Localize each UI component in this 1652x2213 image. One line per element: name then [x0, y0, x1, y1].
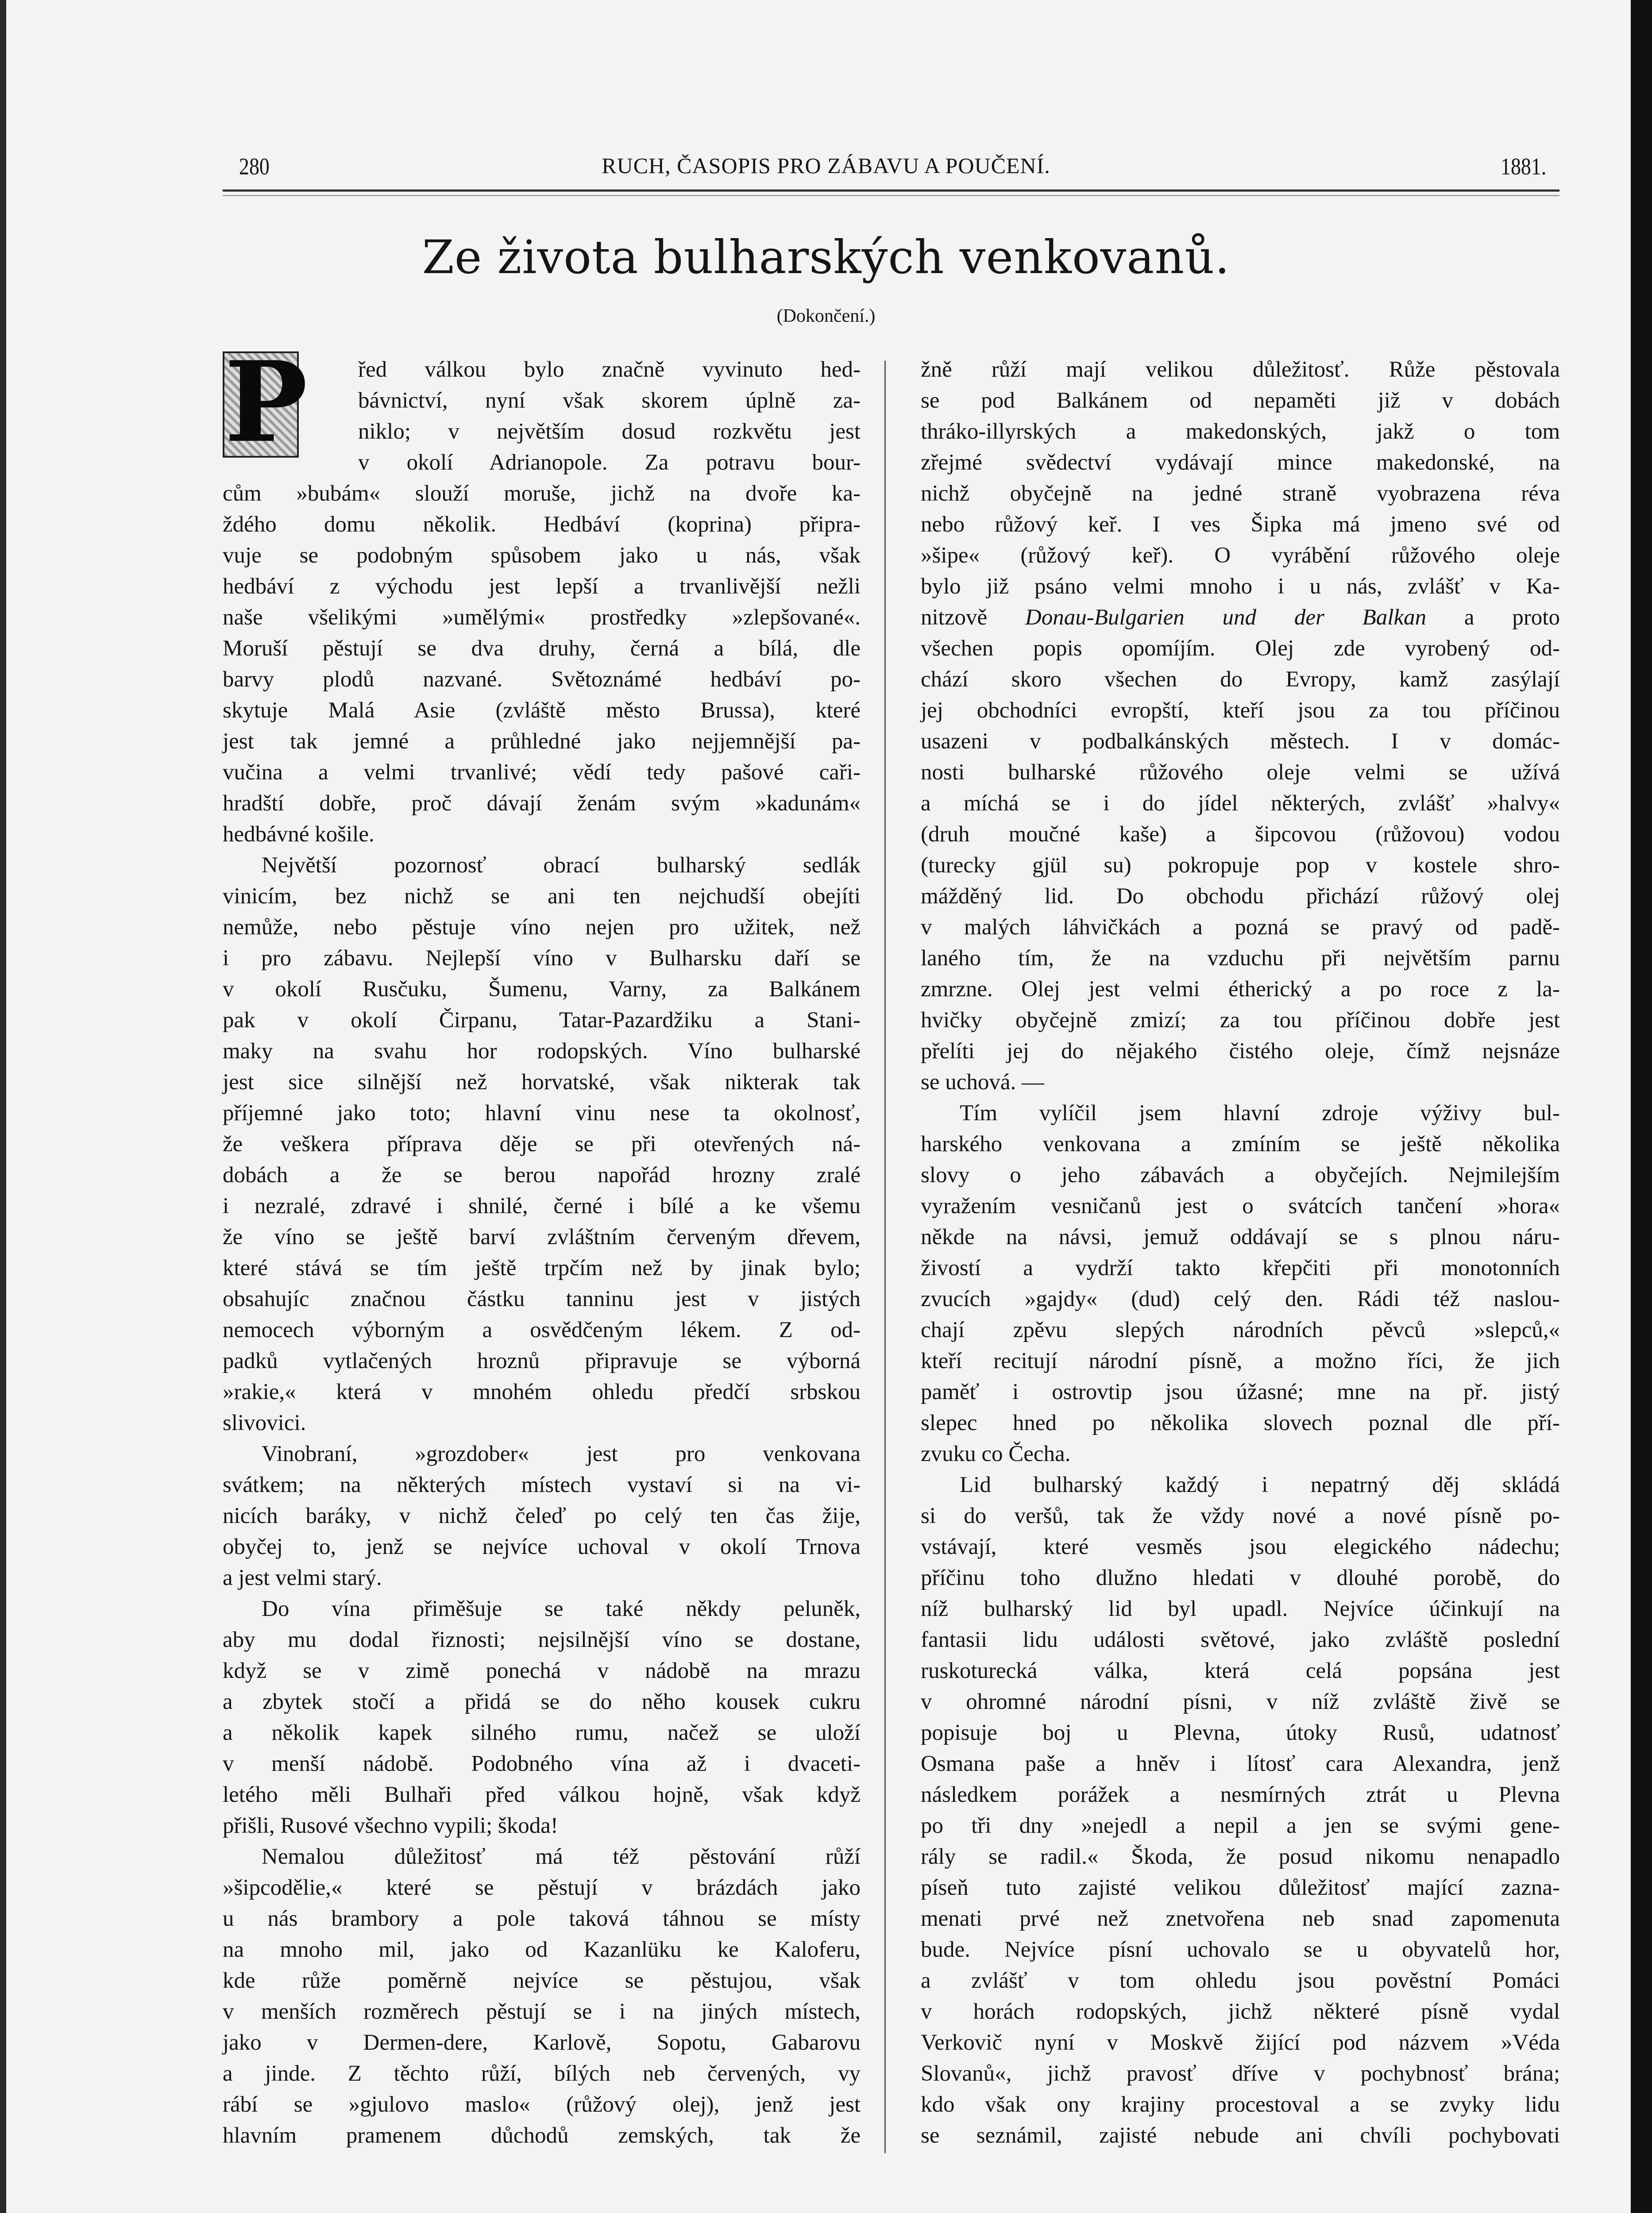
text-line: píseň tuto zajisté velikou důležitosť mající zazna- — [921, 1875, 1560, 1900]
text-line: bude. Nejvíce písní uchovalo se u obyvatelů hor, — [921, 1937, 1560, 1962]
text-line: Osmana paše a hněv i lítosť cara Alexandra, jenž — [921, 1751, 1560, 1776]
text-line: i nezralé, zdravé i shnilé, černé i bílé a ke všemu — [223, 1194, 861, 1218]
text-line: když se v zimě ponechá v nádobě na mrazu — [223, 1658, 861, 1683]
text-line: (turecky gjül su) pokropuje pop v kostele shro- — [921, 853, 1560, 878]
text-line: Do vína přiměšuje se také někdy peluněk, — [262, 1596, 861, 1621]
text-line: po tři dny »nejedl a nepil a jen se svými gene- — [921, 1813, 1560, 1838]
text-line: v menší nádobě. Podobného vína až i dvaceti- — [223, 1751, 861, 1776]
book-title-italic: Donau-Bulgarien und der Balkan — [1025, 605, 1427, 630]
text-line: naše všelikými »umělými« prostředky »zlepšované«. — [223, 605, 861, 630]
text-line: »šipe« (růžový keř). O vyrábění růžového oleje — [921, 543, 1560, 568]
text-line: nicích baráky, v nichž čeleď po celý ten čas žije, — [223, 1504, 861, 1528]
text-line: Tím vylíčil jsem hlavní zdroje výživy bul- — [960, 1101, 1560, 1126]
text-line: chají zpěvu slepých národních pěvců »slepců,« — [921, 1318, 1560, 1342]
text-line: zřejmé svědectví vydávají mince makedonské, na — [921, 450, 1560, 475]
text-line: a míchá se i do jídel některých, zvlášť »halvy« — [921, 791, 1560, 816]
text-line: někde na návsi, jemuž oddávají se s plnou náru- — [921, 1225, 1560, 1249]
text-line: si do veršů, tak že vždy nové a nové písně po- — [921, 1504, 1560, 1528]
text-line: nemocech výborným a osvědčeným lékem. Z od- — [223, 1318, 861, 1342]
text-line: se uchová. — — [921, 1070, 1045, 1095]
text-line: slepec hned po několika slovech poznal dle pří- — [921, 1411, 1560, 1435]
text-line: v okolí Adrianopole. Za potravu bour- — [358, 450, 861, 475]
text-line: (druh moučné kaše) a šipcovou (růžovou) vodou — [921, 822, 1560, 847]
text-line: řed válkou bylo značně vyvinuto hed- — [358, 357, 861, 382]
text-line: vyražením vesničanů jest o svátcích tančení »hora« — [921, 1194, 1560, 1218]
text-line: zmrzne. Olej jest velmi étherický a po roce z la- — [921, 977, 1560, 1002]
text-line: Moruší pěstují se dva druhy, černá a bílá, dle — [223, 636, 861, 661]
text-line: cům »bubám« slouží moruše, jichž na dvoře ka- — [223, 481, 861, 506]
text-line: vinicím, bez nichž se ani ten nejchudší obejíti — [223, 884, 861, 909]
text-line: »rakie,« která v mnohém ohledu předčí srbskou — [223, 1380, 861, 1404]
text-line: níž bulharský lid byl upadl. Nejvíce účinkují na — [921, 1596, 1560, 1621]
text-line: a několik kapek silného rumu, načež se uloží — [223, 1720, 861, 1745]
text-line: bylo již psáno velmi mnoho i u nás, zvlášť v Ka- — [921, 574, 1560, 599]
page-number: 280 — [239, 153, 270, 180]
text-line: letého měli Bulhaři před válkou hojně, však když — [223, 1782, 861, 1807]
text-line: jest sice silnější než horvatské, však nikterak tak — [223, 1070, 861, 1095]
running-title: RUCH, ČASOPIS PRO ZÁBAVU A POUČENÍ. — [602, 153, 1050, 178]
text-line: laného tím, že na vzduchu při největším parnu — [921, 946, 1560, 971]
text-line: skytuje Malá Asie (zvláště město Brussa), které — [223, 698, 861, 723]
text-line: nemůže, nebo pěstuje víno nejen pro užitek, než — [223, 915, 861, 940]
text-line: padků vytlačených hroznů připravuje se výborná — [223, 1349, 861, 1373]
text-line: hlavním pramenem důchodů zemských, tak že — [223, 2123, 861, 2148]
text-line: se seznámil, zajisté nebude ani chvíli pochybovati — [921, 2123, 1560, 2148]
text-line: mážděný lid. Do obchodu přichází růžový olej — [921, 884, 1560, 909]
text-line: niklo; v největším dosud rozkvětu jest — [358, 419, 861, 444]
header-rule — [223, 189, 1559, 192]
text-line: ždého domu několik. Hedbáví (koprina) připra- — [223, 512, 861, 537]
text-line: fantasii lidu události světové, jako zvláště poslední — [921, 1627, 1560, 1652]
text-line: a zvlášť v tom ohledu jsou pověstní Pomáci — [921, 1968, 1560, 1993]
text-line: Vinobraní, »grozdober« jest pro venkovana — [262, 1442, 861, 1466]
text-line: rály se radil.« Škoda, že posud nikomu nenapadlo — [921, 1844, 1560, 1869]
header-rule-thin — [223, 195, 1559, 196]
right-column — [921, 354, 1560, 2151]
text-line: přišli, Rusové všechno vypili; škoda! — [223, 1813, 558, 1838]
text-line: žně růží mají velikou důležitosť. Růže pěstovala — [921, 357, 1560, 382]
text-line: v okolí Rusčuku, Šumenu, Varny, za Balkánem — [223, 977, 861, 1002]
text-line: v malých láhvičkách a pozná se pravý od padě- — [921, 915, 1560, 940]
text-line: nebo růžový keř. I ves Šipka má jmeno své od — [921, 512, 1560, 537]
scan-edge-right — [1631, 0, 1652, 2213]
text-line: přelíti jej do nějakého čistého oleje, čímž nejsnáze — [921, 1039, 1560, 1064]
text-line: popisuje boj u Plevna, útoky Rusů, udatnosť — [921, 1720, 1560, 1745]
text-line: barvy plodů nazvané. Světoznámé hedbáví po- — [223, 667, 861, 692]
text-line: se pod Balkánem od nepaměti již v dobách — [921, 388, 1560, 413]
text-line: v ohromné národní písni, v níž zvláště živě se — [921, 1689, 1560, 1714]
text-line: a jinde. Z těchto růží, bílých neb červených, vy — [223, 2061, 861, 2086]
text-line: dobách a že se berou napořád hrozny zralé — [223, 1163, 861, 1187]
scan-edge-left — [0, 0, 6, 2213]
text-line: Nemalou důležitosť má též pěstování růží — [262, 1844, 861, 1869]
text-line: živostí a vydrží takto křepčiti při monotonních — [921, 1256, 1560, 1280]
text-line: vstávají, které vesměs jsou elegického nádechu; — [921, 1534, 1560, 1559]
text-line: bávnictví, nyní však skorem úplně za- — [358, 388, 861, 413]
text-line: v menších rozměrech pěstují se i na jiných místech, — [223, 1999, 861, 2024]
text-line: slivovici. — [223, 1411, 306, 1435]
text-span: a proto — [1426, 605, 1560, 630]
text-line: pak v okolí Čirpanu, Tatar-Pazardžiku a Stani- — [223, 1008, 861, 1033]
text-line: a zbytek stočí a přidá se do něho kousek cukru — [223, 1689, 861, 1714]
text-line — [921, 602, 1560, 633]
text-line: nosti bulharské růžového oleje velmi se užívá — [921, 760, 1560, 785]
text-line: hedbáví z východu jest lepší a trvanlivější nežli — [223, 574, 861, 599]
article-subtitle: (Dokončení.) — [776, 306, 876, 326]
text-line: na mnoho mil, jako od Kazanlüku ke Kaloferu, — [223, 1937, 861, 1962]
text-span: nitzově — [921, 605, 1025, 630]
text-line: i pro zábavu. Nejlepší víno v Bulharsku daří se — [223, 946, 861, 971]
left-column — [223, 337, 861, 2151]
text-line: které stává se tím ještě trpčím než by jinak bylo; — [223, 1256, 861, 1280]
text-line: Největší pozornosť obrací bulharský sedlák — [262, 853, 861, 878]
text-line: zvuku co Čecha. — [921, 1442, 1071, 1466]
text-line: hvičky obyčejně zmizí; za tou příčinou dobře jest — [921, 1008, 1560, 1033]
text-line: rábí se »gjulovo maslo« (růžový olej), jenž jest — [223, 2092, 861, 2117]
text-line: nichž obyčejně na jedné straně vyobrazena réva — [921, 481, 1560, 506]
text-line: »šipcodělie,« které se pěstují v brázdách jako — [223, 1875, 861, 1900]
text-line: že víno se ještě barví zvláštním červeným dřevem, — [223, 1225, 861, 1249]
drop-cap-ornament — [223, 337, 308, 467]
text-line: hedbávné košile. — [223, 822, 374, 847]
text-line: maky na svahu hor rodopských. Víno bulharské — [223, 1039, 861, 1064]
text-line: že veškera příprava děje se při otevřených ná- — [223, 1132, 861, 1157]
text-line: a jest velmi starý. — [223, 1565, 382, 1590]
text-line: kdo však ony krajiny procestoval a se zvyky lidu — [921, 2092, 1560, 2117]
text-line: Slovanů«, jichž pravosť dříve v pochybnosť brána; — [921, 2061, 1560, 2086]
text-line: vučina a velmi trvanlivé; vědí tedy pašové caři- — [223, 760, 861, 785]
text-line: zvucích »gajdy« (dud) celý den. Rádi též naslou- — [921, 1287, 1560, 1311]
text-line: ruskoturecká válka, která celá popsána jest — [921, 1658, 1560, 1683]
text-line: vuje se podobným spůsobem jako u nás, však — [223, 543, 861, 568]
text-line: slovy o jeho zábavách a obyčejích. Nejmilejším — [921, 1163, 1560, 1187]
text-line: thráko-illyrských a makedonských, jakž o tom — [921, 419, 1560, 444]
text-line: kteří recitují národní písně, a možno říci, že jich — [921, 1349, 1560, 1373]
text-line: usazeni v podbalkánských městech. I v domác- — [921, 729, 1560, 754]
text-line: příčinu toho dlužno hledati v dlouhé porobě, do — [921, 1565, 1560, 1590]
text-line: Verkovič nyní v Moskvě žijící pod názvem »Véda — [921, 2030, 1560, 2055]
text-line: všechen popis opomíjím. Olej zde vyrobený od- — [921, 636, 1560, 661]
text-line: svátkem; na některých místech vystaví si na vi- — [223, 1473, 861, 1497]
text-line: následkem porážek a nesmírných ztrát u Plevna — [921, 1782, 1560, 1807]
text-line: obyčej to, jenž se nejvíce uchoval v okolí Trnova — [223, 1534, 861, 1559]
text-line: harského venkovana a zmíním se ještě několika — [921, 1132, 1560, 1157]
text-line: chází skoro všechen do Evropy, kamž zasýlají — [921, 667, 1560, 692]
text-line: Lid bulharský každý i nepatrný děj skládá — [960, 1473, 1560, 1497]
text-line: jej obchodníci evropští, kteří jsou za tou příčinou — [921, 698, 1560, 723]
article-title: Ze života bulharských venkovanů. — [422, 230, 1230, 284]
text-line: u nás brambory a pole taková táhnou se místy — [223, 1906, 861, 1931]
text-line: jest tak jemné a průhledné jako nejjemnější pa- — [223, 729, 861, 754]
text-line: v horách rodopských, jichž některé písně vydal — [921, 1999, 1560, 2024]
text-line: jako v Dermen-dere, Karlově, Sopotu, Gabarovu — [223, 2030, 861, 2055]
text-line: menati prvé než znetvořena neb snad zapomenuta — [921, 1906, 1560, 1931]
column-divider — [884, 361, 886, 2153]
text-line: kde růže poměrně nejvíce se pěstujou, však — [223, 1968, 861, 1993]
text-line: obsahujíc značnou částku tanninu jest v jistých — [223, 1287, 861, 1311]
text-line: hradští dobře, proč dávají ženám svým »kadunám« — [223, 791, 861, 816]
text-line: příjemné jako toto; hlavní vinu nese ta okolnosť, — [223, 1101, 861, 1126]
text-line: aby mu dodal řiznosti; nejsilnější víno se dostane, — [223, 1627, 861, 1652]
text-line: paměť i ostrovtip jsou úžasné; mne na př. jistý — [921, 1380, 1560, 1404]
year: 1881. — [1501, 153, 1547, 180]
drop-cap-letter: P — [224, 337, 308, 467]
